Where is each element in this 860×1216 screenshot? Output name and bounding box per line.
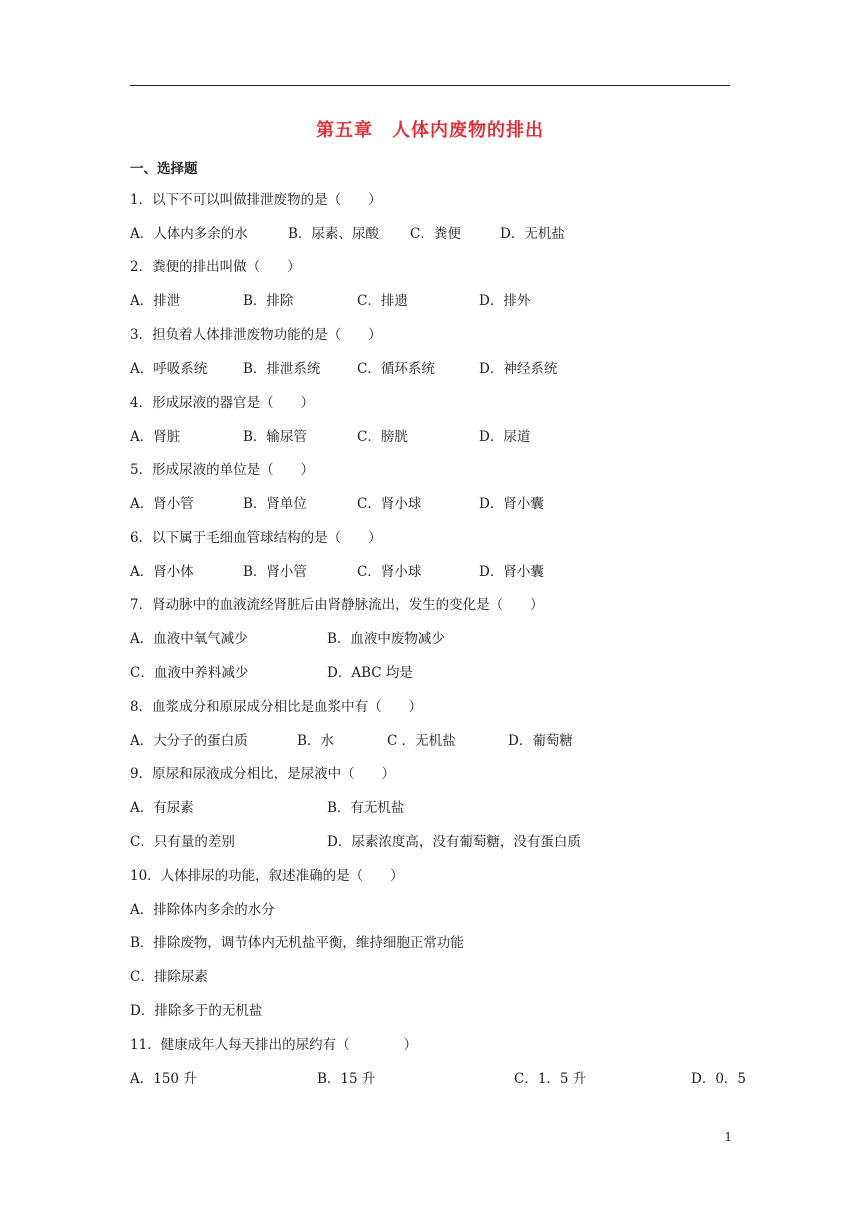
option-d: D．葡萄糖 — [508, 733, 573, 749]
option-b: B．肾单位 — [243, 496, 307, 512]
question-10-option-a: A．排除体内多余的水分 — [130, 902, 275, 918]
option-d: D．肾小囊 — [479, 496, 544, 512]
option-b: B．水 — [297, 733, 334, 749]
option-a: A．血液中氧气减少 — [130, 631, 248, 647]
option-b: B．输尿管 — [243, 429, 307, 445]
option-b: B．血液中废物减少 — [327, 631, 445, 647]
option-a: A．呼吸系统 — [130, 361, 208, 377]
option-c: C．膀胱 — [357, 429, 408, 445]
option-c: C．排遗 — [357, 293, 408, 309]
option-a: A．排泄 — [130, 293, 181, 309]
question-4-stem: 4．形成尿液的器官是（ ） — [130, 395, 315, 411]
option-a: A．有尿素 — [130, 800, 194, 816]
option-a: A．肾脏 — [130, 429, 181, 445]
question-2-stem: 2．粪便的排出叫做（ ） — [130, 259, 301, 275]
option-c: C．只有量的差别 — [130, 834, 235, 850]
option-a: A．150 升 — [130, 1071, 197, 1087]
option-b: B．15 升 — [317, 1071, 376, 1087]
option-c: C．循环系统 — [357, 361, 435, 377]
option-c: C．粪便 — [410, 226, 461, 242]
question-5-stem: 5．形成尿液的单位是（ ） — [130, 462, 315, 478]
section-heading: 一、选择题 — [130, 161, 198, 177]
option-a: A．肾小管 — [130, 496, 194, 512]
question-11-stem: 11．健康成年人每天排出的尿约有（ ） — [130, 1037, 418, 1053]
option-c: C．血液中养料减少 — [130, 665, 249, 681]
page-title: 第五章 人体内废物的排出 — [316, 120, 544, 141]
option-d: D．尿素浓度高，没有葡萄糖，没有蛋白质 — [327, 834, 581, 850]
option-c: C．肾小球 — [357, 496, 422, 512]
option-d: D．肾小囊 — [479, 564, 544, 580]
option-a: A．肾小体 — [130, 564, 194, 580]
page-number: 1 — [724, 1130, 732, 1144]
question-10-option-b: B．排除废物，调节体内无机盐平衡，维持细胞正常功能 — [130, 935, 464, 951]
option-d: D．无机盐 — [500, 226, 565, 242]
option-b: B．排除 — [243, 293, 294, 309]
option-c: C ．无机盐 — [387, 733, 456, 749]
option-d: D．尿道 — [479, 429, 531, 445]
header-rule — [130, 85, 730, 86]
question-6-stem: 6．以下属于毛细血管球结构的是（ ） — [130, 530, 382, 546]
option-d: D．神经系统 — [479, 361, 558, 377]
question-7-stem: 7．肾动脉中的血液流经肾脏后由肾静脉流出，发生的变化是（ ） — [130, 597, 544, 613]
question-9-stem: 9．原尿和尿液成分相比，是尿液中（ ） — [130, 766, 396, 782]
option-d: D．0．5 — [691, 1071, 747, 1087]
option-c: C．肾小球 — [357, 564, 422, 580]
option-c: C．1．5 升 — [514, 1071, 587, 1087]
question-3-stem: 3．担负着人体排泄废物功能的是（ ） — [130, 327, 382, 343]
question-8-stem: 8．血浆成分和原尿成分相比是血浆中有（ ） — [130, 699, 423, 715]
question-10-option-c: C．排除尿素 — [130, 969, 208, 985]
option-d: D．ABC 均是 — [327, 665, 413, 681]
option-b: B．肾小管 — [243, 564, 307, 580]
question-10-option-d: D．排除多于的无机盐 — [130, 1003, 263, 1019]
option-b: B．尿素、尿酸 — [288, 226, 379, 242]
question-10-stem: 10．人体排尿的功能，叙述准确的是（ ） — [130, 868, 404, 884]
option-d: D．排外 — [479, 293, 531, 309]
option-b: B．排泄系统 — [243, 361, 321, 377]
option-b: B．有无机盐 — [327, 800, 405, 816]
option-a: A．大分子的蛋白质 — [130, 733, 248, 749]
option-a: A．人体内多余的水 — [130, 226, 248, 242]
question-1-stem: 1．以下不可以叫做排泄废物的是（ ） — [130, 192, 382, 208]
